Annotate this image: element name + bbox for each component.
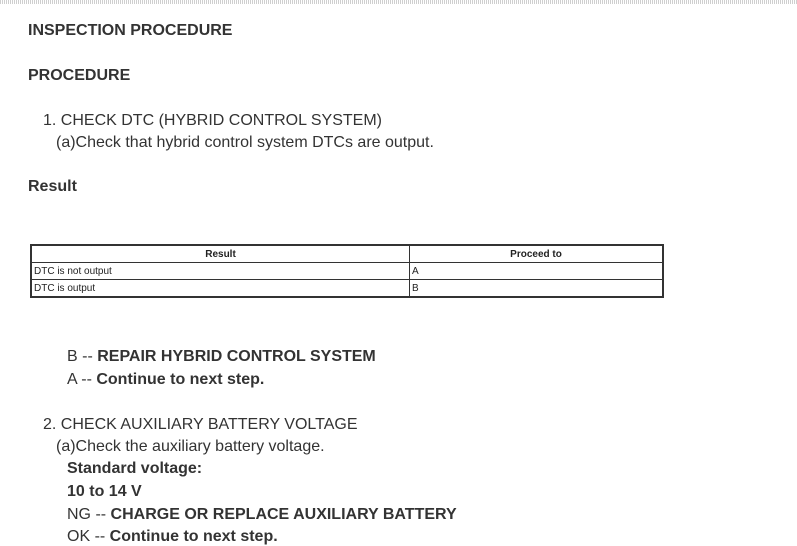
outcome-a-action: Continue to next step. <box>96 371 265 388</box>
outcome-b-action: REPAIR HYBRID CONTROL SYSTEM <box>97 348 376 365</box>
step2-instruction: (a)Check the auxiliary battery voltage. <box>56 438 325 455</box>
proceed-cell: A <box>410 263 664 280</box>
inspection-procedure-heading: INSPECTION PROCEDURE <box>28 22 233 39</box>
result-heading: Result <box>28 178 77 195</box>
header-result: Result <box>31 245 410 263</box>
header-proceed-to: Proceed to <box>410 245 664 263</box>
result-table <box>30 244 664 298</box>
step2-title: 2. CHECK AUXILIARY BATTERY VOLTAGE <box>43 416 358 433</box>
table-header-row <box>31 245 663 263</box>
procedure-heading: PROCEDURE <box>28 67 131 84</box>
top-border <box>0 0 797 4</box>
outcome-ng-action: CHARGE OR REPLACE AUXILIARY BATTERY <box>110 506 457 523</box>
table-row <box>31 263 663 280</box>
standard-voltage-value: 10 to 14 V <box>67 483 142 500</box>
outcome-a: A -- Continue to next step. <box>67 371 265 388</box>
outcome-ok-action: Continue to next step. <box>109 528 278 545</box>
standard-voltage-label: Standard voltage: <box>67 460 203 477</box>
proceed-cell: B <box>410 280 664 298</box>
step1-instruction: (a)Check that hybrid control system DTCs are output. <box>56 134 434 151</box>
outcome-ng: NG -- CHARGE OR REPLACE AUXILIARY BATTERY <box>67 506 457 523</box>
table-row <box>31 280 663 298</box>
result-cell: DTC is not output <box>31 263 410 280</box>
result-cell: DTC is output <box>31 280 410 298</box>
outcome-ok: OK -- Continue to next step. <box>67 528 278 545</box>
outcome-b: B -- REPAIR HYBRID CONTROL SYSTEM <box>67 348 376 365</box>
step1-title: 1. CHECK DTC (HYBRID CONTROL SYSTEM) <box>43 112 382 129</box>
